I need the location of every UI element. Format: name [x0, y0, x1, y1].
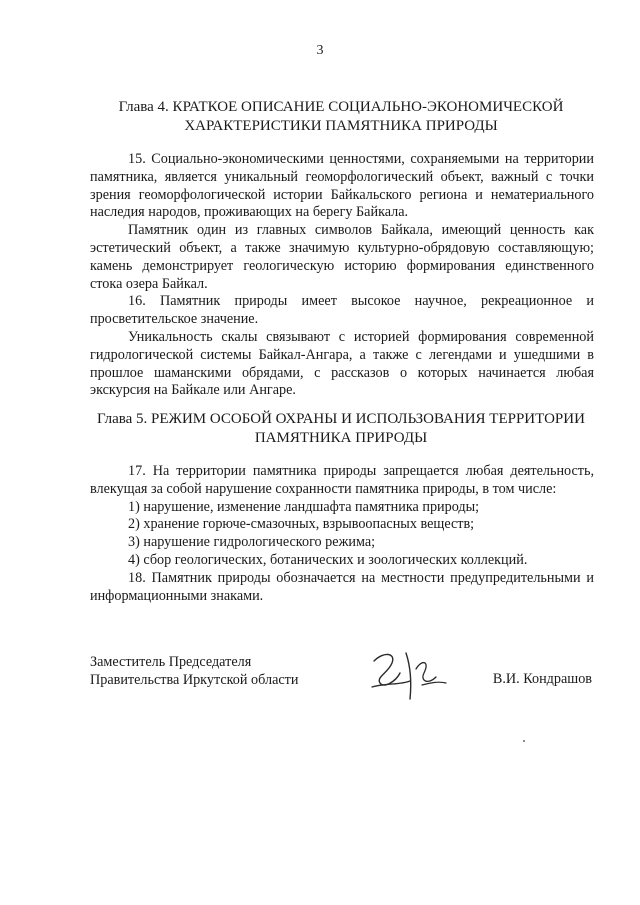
- signatory-title-line-2: Правительства Иркутской области: [90, 672, 299, 688]
- chapter-4-heading: [86, 98, 596, 135]
- paragraph-17: 17. На территории памятника природы запрещается любая деятельность, влекущая за собой нарушение сохранности памятника природы, в том числе:: [90, 463, 594, 497]
- list-item: 2) хранение горюче-смазочных, взрывоопасных веществ;: [128, 516, 475, 533]
- signature-block: [90, 653, 594, 713]
- list-item: 4) сбор геологических, ботанических и зоологических коллекций.: [128, 551, 528, 568]
- handwritten-signature: [366, 647, 456, 707]
- signatory-title-line-1: Заместитель Председателя: [90, 654, 252, 670]
- signatory-title: [90, 653, 298, 689]
- signatory-name: В.И. Кондрашов: [492, 671, 592, 687]
- chapter-5-title-line-1: Глава 5. РЕЖИМ ОСОБОЙ ОХРАНЫ И ИСПОЛЬЗОВАНИЯ ТЕРРИТОРИИ: [97, 411, 585, 427]
- chapter-5-body: [90, 463, 594, 605]
- chapter-5-title-line-2: ПАМЯТНИКА ПРИРОДЫ: [254, 429, 428, 446]
- paragraph-15: 15. Социально-экономическими ценностями, сохраняемыми на территории памятника, является уникальный геоморфологический объект, важный с точки зрения геоморфологической истории Байкальского региона и нематериального наследия народов, проживающих на берегу Байкала.: [90, 151, 594, 221]
- chapter-4-body: [90, 151, 594, 400]
- chapter-4-title-line-2: ХАРАКТЕРИСТИКИ ПАМЯТНИКА ПРИРОДЫ: [184, 117, 498, 134]
- chapter-4-title-line-1: Глава 4. КРАТКОЕ ОПИСАНИЕ СОЦИАЛЬНО-ЭКОНОМИЧЕСКОЙ: [118, 99, 564, 115]
- paragraph-symbol: Памятник один из главных символов Байкала, имеющий ценность как эстетический объект, а также значимую культурно-обрядовую составляющую; камень демонстрирует геологическую историю формирования единственного стока озера Байкал.: [90, 222, 594, 292]
- paragraph-16: 16. Памятник природы имеет высокое научное, рекреационное и просветительское значение.: [90, 293, 594, 328]
- paragraph-uniqueness: Уникальность скалы связывают с историей формирования современной гидрологической системы Байкал-Ангара, а также с легендами и ушедшими в прошлое шаманскими обрядами, с рассказов о которых начинается любая экскурсия на Байкале или Ангаре.: [90, 328, 594, 399]
- paragraph-18: 18. Памятник природы обозначается на местности предупредительными и информационными знаками.: [90, 569, 594, 604]
- page-number: 3: [316, 43, 324, 58]
- list-item: 3) нарушение гидрологического режима;: [128, 534, 376, 551]
- list-item: 1) нарушение, изменение ландшафта памятника природы;: [128, 498, 480, 515]
- scan-speck: [523, 740, 525, 742]
- chapter-5-heading: [86, 410, 596, 447]
